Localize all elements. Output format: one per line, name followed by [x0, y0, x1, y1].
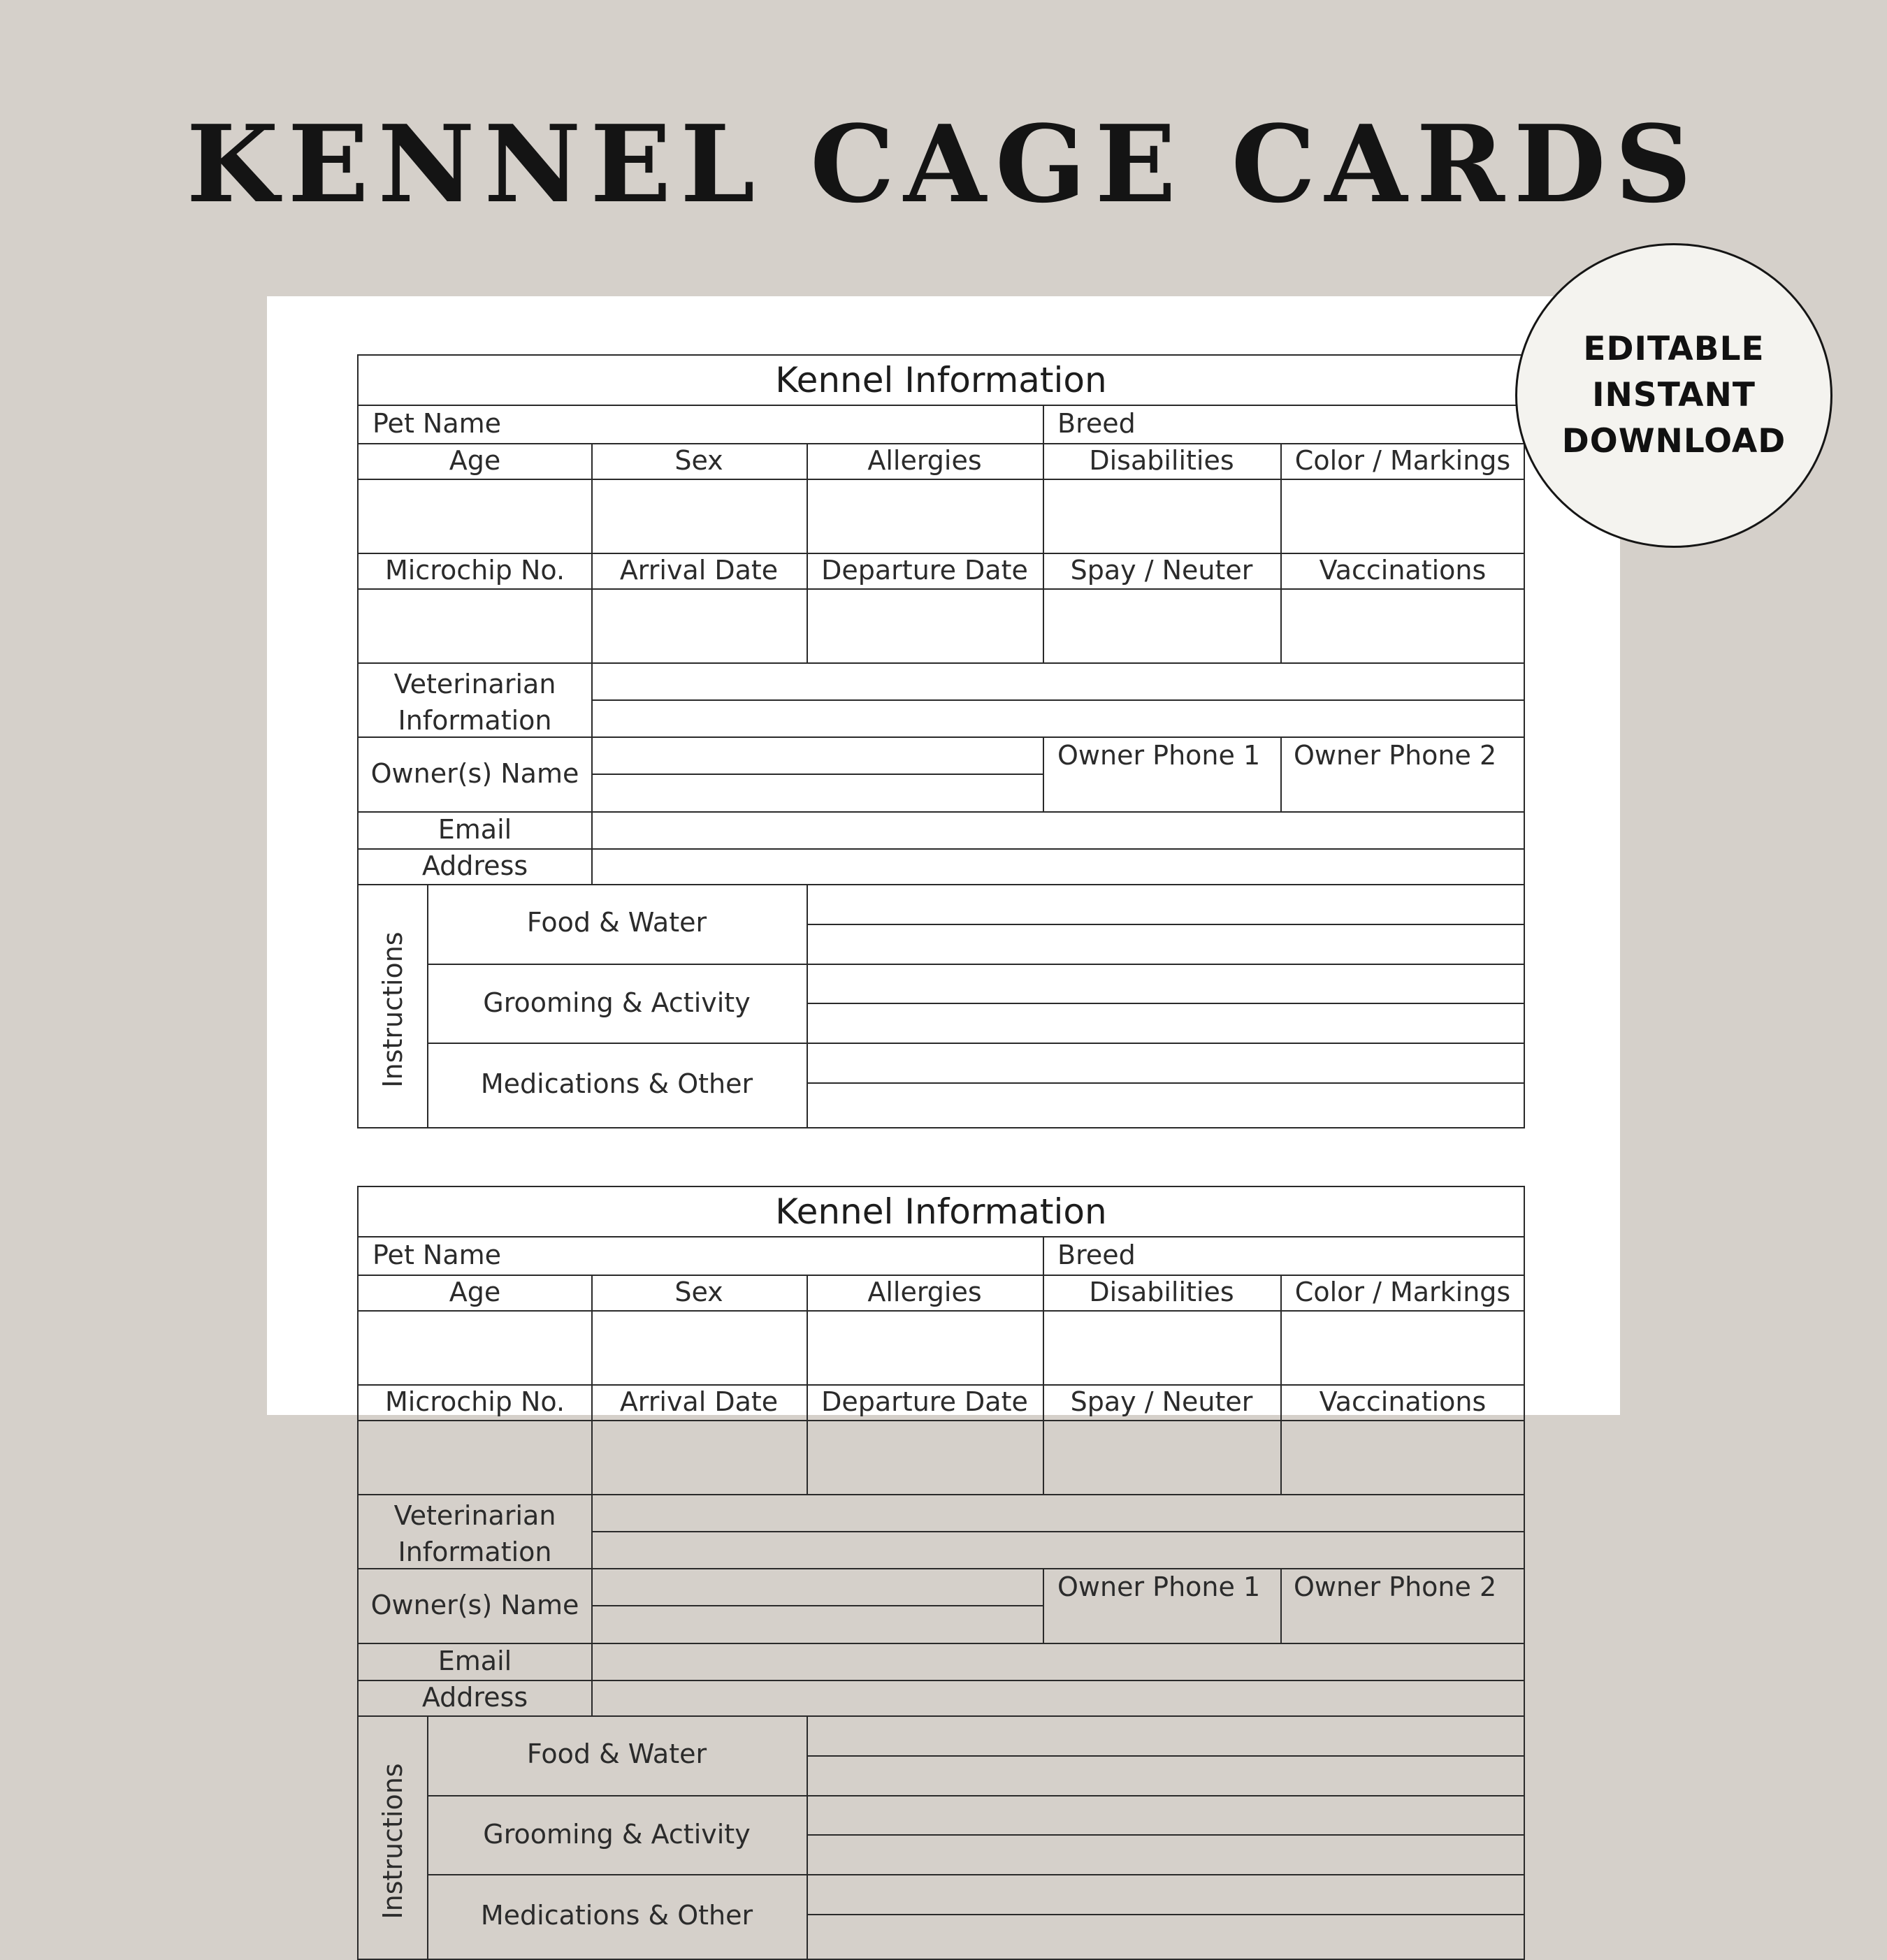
- owner-name-label: Owner(s) Name: [370, 758, 579, 789]
- food-water-label: Food & Water: [526, 907, 707, 938]
- grooming-activity-label: Grooming & Activity: [483, 1819, 751, 1850]
- grooming-activity-label: Grooming & Activity: [483, 987, 751, 1018]
- disabilities-label: Disabilities: [1089, 445, 1234, 476]
- color-markings-label: Color / Markings: [1294, 445, 1511, 476]
- breed-label: Breed: [1057, 408, 1136, 439]
- vaccinations-label: Vaccinations: [1319, 1386, 1487, 1417]
- vaccinations-label: Vaccinations: [1319, 555, 1487, 586]
- allergies-label: Allergies: [867, 445, 982, 476]
- instructions-label: Instructions: [377, 931, 408, 1088]
- editable-instant-download-badge: [1515, 243, 1832, 548]
- sex-label: Sex: [674, 445, 723, 476]
- veterinarian-label: Veterinarian: [393, 1500, 556, 1531]
- departure-date-label: Departure Date: [821, 555, 1028, 586]
- medications-other-label: Medications & Other: [480, 1068, 753, 1099]
- sex-label: Sex: [674, 1277, 723, 1307]
- owner-phone-2-label: Owner Phone 2: [1294, 1571, 1497, 1602]
- medications-other-label: Medications & Other: [480, 1900, 753, 1931]
- departure-date-label: Departure Date: [821, 1386, 1028, 1417]
- microchip-label: Microchip No.: [384, 1386, 565, 1417]
- disabilities-label: Disabilities: [1089, 1277, 1234, 1307]
- pet-name-label: Pet Name: [373, 408, 502, 439]
- kennel-info-table: [357, 1186, 1525, 1960]
- badge-line: DOWNLOAD: [1561, 422, 1786, 460]
- card-header: Kennel Information: [775, 1191, 1107, 1232]
- age-label: Age: [449, 445, 501, 476]
- address-label: Address: [421, 1682, 528, 1713]
- card-header: Kennel Information: [775, 360, 1107, 400]
- email-label: Email: [438, 1646, 512, 1676]
- owner-name-label: Owner(s) Name: [370, 1590, 579, 1620]
- microchip-label: Microchip No.: [384, 555, 565, 586]
- badge-line: EDITABLE: [1583, 330, 1765, 368]
- instructions-label: Instructions: [377, 1763, 408, 1919]
- kennel-info-table: [357, 354, 1525, 1128]
- printable-sheet: [267, 296, 1620, 1931]
- pet-name-label: Pet Name: [373, 1240, 502, 1270]
- page-title: KENNEL CAGE CARDS: [186, 101, 1701, 226]
- veterinarian-label: Information: [398, 1537, 552, 1567]
- food-water-label: Food & Water: [526, 1738, 707, 1769]
- arrival-date-label: Arrival Date: [619, 1386, 779, 1417]
- arrival-date-label: Arrival Date: [619, 555, 779, 586]
- owner-phone-2-label: Owner Phone 2: [1294, 740, 1497, 771]
- kennel-card: [357, 354, 1525, 1128]
- veterinarian-label: Veterinarian: [393, 669, 556, 699]
- owner-phone-1-label: Owner Phone 1: [1057, 1571, 1261, 1602]
- breed-label: Breed: [1057, 1240, 1136, 1270]
- color-markings-label: Color / Markings: [1294, 1277, 1511, 1307]
- spay-neuter-label: Spay / Neuter: [1070, 1386, 1253, 1417]
- address-label: Address: [421, 850, 528, 881]
- age-label: Age: [449, 1277, 501, 1307]
- kennel-card: [357, 1186, 1525, 1931]
- owner-phone-1-label: Owner Phone 1: [1057, 740, 1261, 771]
- badge-line: INSTANT: [1592, 376, 1756, 414]
- veterinarian-label: Information: [398, 705, 552, 736]
- email-label: Email: [438, 814, 512, 845]
- spay-neuter-label: Spay / Neuter: [1070, 555, 1253, 586]
- allergies-label: Allergies: [867, 1277, 982, 1307]
